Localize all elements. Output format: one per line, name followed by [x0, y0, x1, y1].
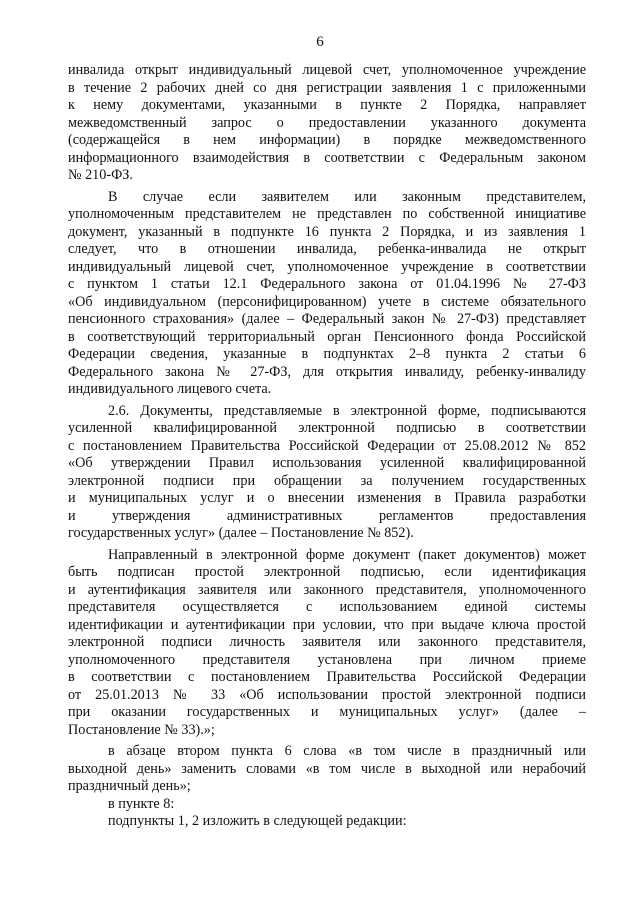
text-line: электронной подписи личность заявителя или законного представителя, — [68, 634, 586, 650]
paragraph — [68, 796, 586, 814]
text-line: и муниципальных услуг и о внесении изменения в Правила разработки — [68, 490, 586, 506]
text-line: пенсионного страхования» (далее – Федеральный закон № 27-ФЗ) представляет — [68, 311, 586, 327]
text-line: следует, что в отношении инвалида, ребенка-инвалида не открыт — [68, 241, 586, 257]
text-line: уполномоченного представителя установлена при личном приеме — [68, 651, 586, 668]
text-line: документ, указанный в подпункте 16 пункта 2 Порядка, и из заявления 1 — [68, 223, 586, 240]
text-line: при оказании государственных и муниципальных услуг» (далее – — [68, 704, 586, 720]
text-line: межведомственный запрос о предоставлении указанного документа — [68, 114, 586, 131]
text-line: индивидуальный лицевой счет, уполномоченное учреждение в соответствии — [68, 258, 586, 275]
page-number: 6 — [316, 34, 324, 50]
text-line: к нему документами, указанными в пункте 2 Порядка, направляет — [68, 97, 586, 113]
text-line: усиленной квалифицированной электронной подписью в соответствии — [68, 420, 586, 436]
text-line: представителя осуществляется с использованием единой системы — [68, 599, 586, 615]
paragraph — [68, 813, 586, 831]
text-line: и аутентификация заявителя или законного представителя, уполномоченного — [68, 581, 586, 598]
text-line: (содержащейся в нем информации) в порядке межведомственного — [68, 132, 586, 148]
text-line: с постановлением Правительства Российской Федерации от 25.08.2012 № 852 — [68, 437, 586, 454]
text-line: Федерального закона № 27-ФЗ, для открытия инвалиду, ребенку-инвалиду — [68, 363, 586, 380]
text-line: инвалида открыт индивидуальный лицевой счет, уполномоченное учреждение — [68, 62, 586, 78]
text-line: информационного взаимодействия в соответствии с Федеральным законом — [68, 149, 586, 166]
text-line: подпункты 1, 2 изложить в следующей редакции: — [108, 813, 407, 829]
text-line: в течение 2 рабочих дней со дня регистрации заявления 1 с приложенными — [68, 79, 586, 96]
paragraph — [68, 743, 586, 796]
paragraph — [68, 547, 586, 740]
text-line: государственных услуг» (далее – Постановление № 852). — [68, 525, 414, 541]
text-line: от 25.01.2013 № 33 «Об использовании простой электронной подписи — [68, 686, 586, 703]
text-line: индивидуального лицевого счета. — [68, 381, 272, 397]
text-line: уполномоченным представителем не представлен по собственной инициативе — [68, 206, 586, 222]
text-line: Направленный в электронной форме документ (пакет документов) может — [108, 546, 586, 563]
text-line: идентификации и аутентификации при условии, что при выдаче ключа простой — [68, 616, 586, 633]
text-line: «Об индивидуальном (персонифицированном) учете в системе обязательного — [68, 293, 586, 310]
text-line: в пункте 8: — [108, 795, 175, 812]
text-line: выходной день» заменить словами «в том числе в выходной или нерабочий — [68, 760, 586, 777]
text-line: Постановление № 33).»; — [68, 721, 215, 738]
text-line: праздничный день»; — [68, 778, 191, 794]
text-line: в соответствии с постановлением Правительства Российской Федерации — [68, 669, 586, 685]
text-line: Федерации сведения, указанные в подпунктах 2–8 пункта 2 статьи 6 — [68, 346, 586, 362]
text-line: в абзаце втором пункта 6 слова «в том числе в праздничный или — [108, 743, 586, 759]
paragraph — [68, 189, 586, 399]
text-line: В случае если заявителем или законным представителем, — [108, 188, 586, 205]
text-line: с пунктом 1 статьи 12.1 Федерального закона от 01.04.1996 № 27-ФЗ — [68, 276, 586, 292]
paragraph — [68, 403, 586, 543]
text-line: «Об утверждении Правил использования усиленной квалифицированной — [68, 455, 586, 471]
text-line: 2.6. Документы, представляемые в электронной форме, подписываются — [108, 402, 586, 419]
text-line: электронной подписи при обращении за получением государственных — [68, 472, 586, 489]
text-line: № 210-ФЗ. — [68, 167, 133, 183]
document-body — [68, 62, 586, 831]
text-line: быть подписан простой электронной подписью, если идентификация — [68, 564, 586, 580]
text-line: в соответствующий территориальный орган Пенсионного фонда Российской — [68, 328, 586, 345]
paragraph — [68, 62, 586, 185]
text-line: и утверждения административных регламентов предоставления — [68, 507, 586, 524]
